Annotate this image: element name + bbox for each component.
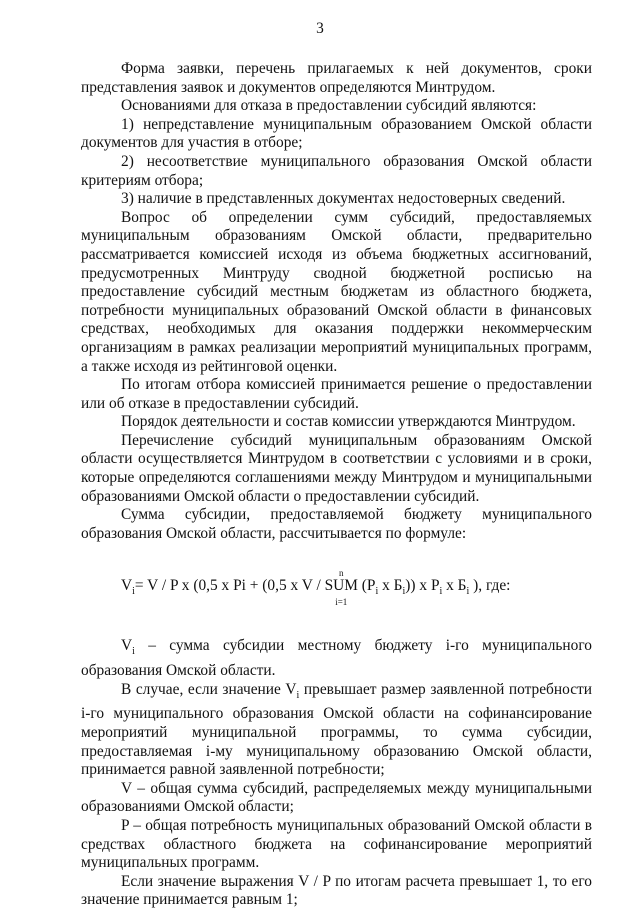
subsidy-formula: [81, 563, 592, 608]
definition-p: P – общая потребность муниципальных образований Омской области в средствах областного бюджета на софинансирование мероприятий муниципальных программ.: [81, 816, 592, 872]
definition-v: V – общая сумма субсидий, распределяемых между муниципальными образованиями Омской области;: [81, 779, 592, 816]
sum-label: SUM: [324, 577, 358, 595]
page-number: 3: [316, 20, 324, 37]
paragraph-formula-intro: Сумма субсидии, предоставляемой бюджету муниципального образования Омской области, рассчитывается по формуле:: [81, 506, 592, 542]
sum-upper-limit: n: [339, 568, 344, 579]
formula-part3: (P: [357, 577, 376, 595]
formula-part5-sub: i: [439, 586, 443, 598]
document-body: [81, 60, 592, 910]
paragraph-ratio: Если значение выражения V / P по итогам расчета превышает 1, то его значение принимается равным 1;: [81, 872, 592, 909]
paragraph-refusal-1: 1) непредставление муниципальным образованием Омской области документов для участия в отборе;: [81, 115, 592, 152]
paragraph-refusal-grounds: Основаниями для отказа в предоставлении субсидий являются:: [121, 97, 537, 115]
paragraph-commission-decision: По итогам отбора комиссией принимается решение о предоставлении или об отказе в предоставлении субсидий.: [81, 376, 592, 412]
formula-part6-sub: i: [466, 586, 470, 598]
formula-part7: ), где:: [469, 577, 511, 595]
paragraph-refusal-3: 3) наличие в представленных документах недостоверных сведений.: [121, 190, 566, 208]
paragraph-subsidy-question: Вопрос об определении сумм субсидий, предоставляемых муниципальным образованиям Омской области, предварительно рассматривается комиссией исходя из объема бюджетных ассигнований, предусмотренных Минтруду сводной бюджетной росписью на предоставление субсидий местным бюджетам из областного бюджета, потребности муниципальных образований Омской области в финансовых средствах, необходимых для оказания поддержки некоммерческим организациям в рамках реализации мероприятий муниципальных программ, а также исходя из рейтинговой оценки.: [81, 208, 592, 375]
formula-part2: = V / P x (0,5 x Pi + (0,5 x V /: [134, 577, 325, 595]
case-after: превышает размер заявленной потребности i-го муниципального образования Омской области на софинансирование мероприятий муниципальной программы, то сумма субсидии, предоставляемая i-му муниципальному образованию Омской области, принимается равной заявленной потребности;: [81, 680, 592, 779]
case-before: В случае, если значение V: [121, 680, 297, 698]
formula-part5: )) x P: [405, 577, 440, 595]
case-sub: i: [296, 689, 300, 701]
paragraph-refusal-2: 2) несоответствие муниципального образования Омской области критериям отбора;: [81, 152, 592, 189]
paragraph-form: Форма заявки, перечень прилагаемых к ней документов, сроки представления заявок и документов определяются Минтрудом.: [81, 60, 592, 96]
formula-v: V: [121, 577, 133, 595]
formula-part4-sub: i: [402, 586, 406, 598]
definition-vi-sub: i: [132, 646, 135, 658]
paragraph-case: [81, 681, 592, 780]
formula-v-sub: i: [132, 586, 135, 598]
paragraph-commission-order: Порядок деятельности и состав комиссии утверждаются Минтрудом.: [121, 413, 576, 431]
definition-vi: [81, 637, 592, 680]
paragraph-transfer: Перечисление субсидий муниципальным образованиям Омской области осуществляется Минтрудом в соответствии с условиями и в сроки, которые определяются соглашениями между Минтрудом и муниципальными образованиями Омской области о предоставлении субсидий.: [81, 431, 592, 505]
definition-vi-text: – сумма субсидии местному бюджету i-го муниципального образования Омской области.: [81, 637, 592, 680]
formula-part4: x Б: [378, 577, 403, 595]
sum-lower-limit: i=1: [335, 597, 348, 608]
formula-part3-sub: i: [375, 586, 379, 598]
formula-part6: x Б: [442, 577, 467, 595]
formula-sum: [324, 568, 358, 608]
definition-vi-symbol: V: [121, 637, 133, 655]
